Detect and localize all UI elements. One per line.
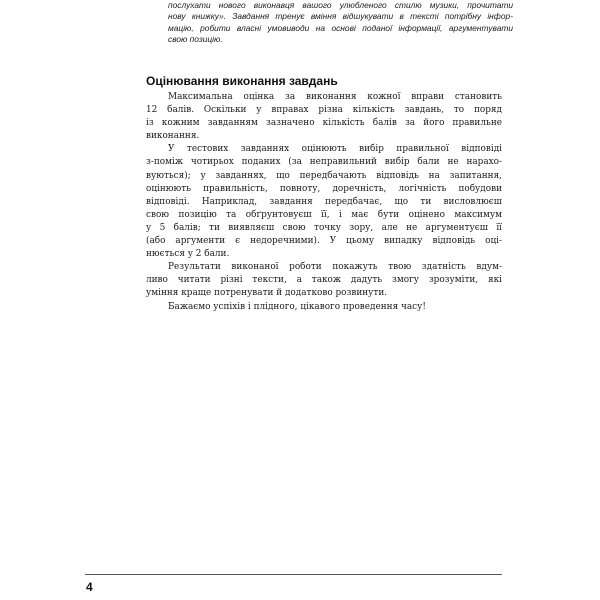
intro-line: мацію, робити власні умовиводи на основі поданої інформації, аргументувати bbox=[168, 22, 513, 33]
text-line: виконання. bbox=[146, 131, 200, 142]
text-line: уміння краще потренувати й додатково розвинути. bbox=[146, 288, 388, 299]
page-number: 4 bbox=[86, 580, 93, 594]
text-line: свою позицію та обґрунтовуєш її, і має бути оцінено максимум bbox=[146, 209, 502, 220]
text-line: оцінюють правильність, повноту, доречність, логічність побудови bbox=[146, 183, 502, 194]
text-line: відповіді. Наприклад, завдання передбачає, що ти висловлюєш bbox=[146, 196, 502, 207]
text-line: вуються); у завданнях, що передбачають відповідь на запитання, bbox=[146, 170, 502, 181]
text-line: (або аргументи є недоречними). У цьому випадку відповідь оці- bbox=[146, 236, 502, 247]
intro-line: свою позицію. bbox=[168, 34, 223, 45]
text-line: з-поміж чотирьох поданих (за неправильний вибір бали не нарахо- bbox=[146, 157, 502, 168]
intro-line: нову книжку». Завдання тренує вміння відшукувати в тексті потрібну інфор- bbox=[168, 11, 513, 22]
section-heading: Оцінювання виконання завдань bbox=[146, 74, 338, 88]
intro-line: послухати нового виконавця вашого улюбленого стилю музики, прочитати bbox=[168, 0, 513, 10]
paragraph-1 bbox=[146, 91, 502, 143]
text-line: У тестових завданнях оцінюють вибір правильної відповіді bbox=[168, 144, 502, 155]
footer-divider bbox=[85, 574, 502, 575]
text-line: у 5 балів; ти виявляєш свою точку зору, але не аргументуєш її bbox=[146, 222, 502, 233]
text-line: із кожним завданням зазначено кількість балів за його правильне bbox=[146, 118, 502, 129]
intro-paragraph bbox=[168, 0, 513, 46]
paragraph-3 bbox=[146, 261, 502, 300]
text-line: ливо читати різні тексти, а також дадуть змогу зрозуміти, які bbox=[146, 275, 502, 286]
text-line: нюється у 2 бали. bbox=[146, 249, 230, 260]
text-line: Бажаємо успіхів і плідного, цікавого проведення часу! bbox=[168, 301, 426, 312]
text-line: Максимальна оцінка за виконання кожної вправи становить bbox=[168, 92, 502, 102]
text-line: Результати виконаної роботи покажуть твою здатність вдум- bbox=[168, 262, 502, 273]
text-line: 12 балів. Оскільки у вправах різна кількість завдань, то поряд bbox=[146, 105, 502, 116]
paragraph-2 bbox=[146, 143, 502, 261]
paragraph-4 bbox=[146, 301, 502, 314]
section-body bbox=[146, 91, 502, 314]
